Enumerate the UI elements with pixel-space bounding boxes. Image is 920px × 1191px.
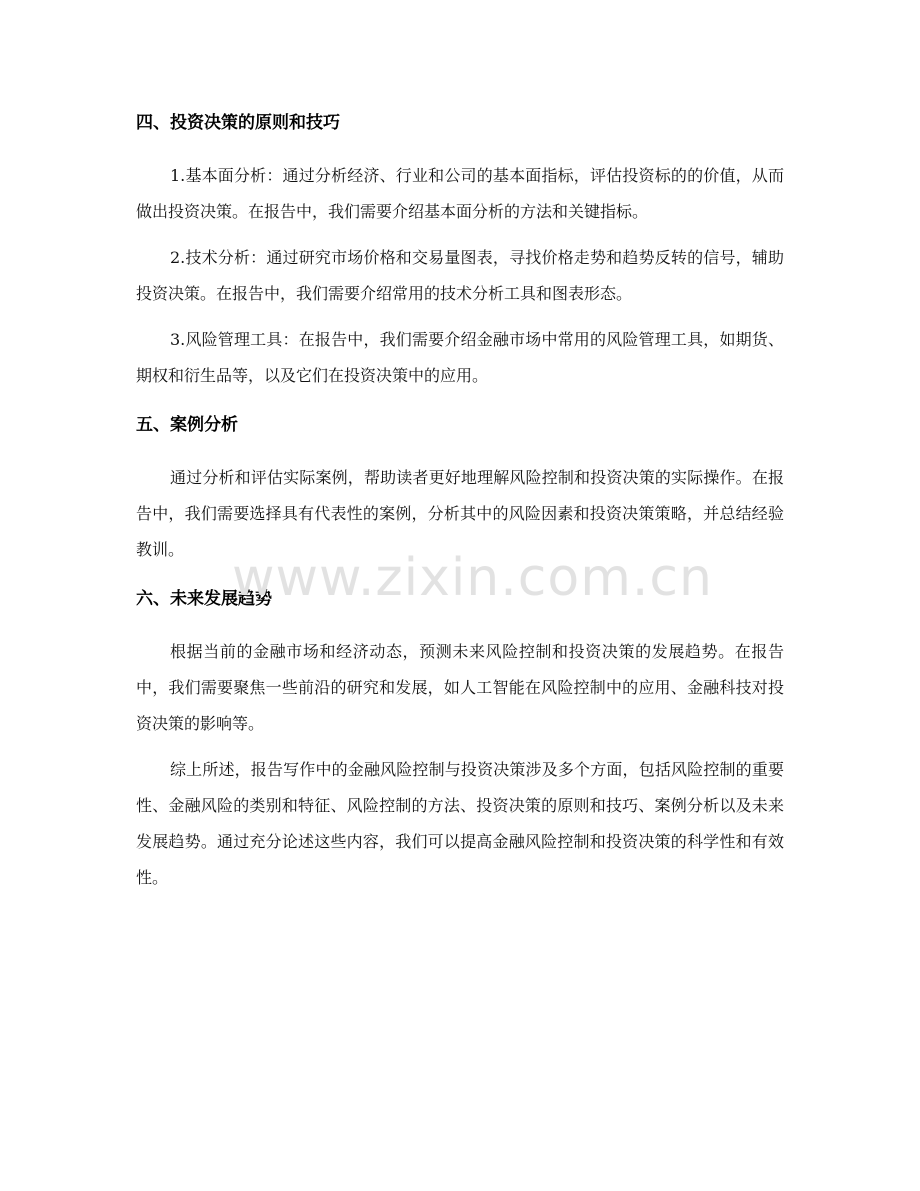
paragraph-risk-tools: 3.风险管理工具：在报告中，我们需要介绍金融市场中常用的风险管理工具，如期货、期权和衍生品等，以及它们在投资决策中的应用。 [136, 330, 784, 385]
watermark: www.zixin.com.cn [232, 548, 713, 608]
section-heading-5: 五、案例分析 [136, 415, 238, 435]
paragraph-future-trends: 根据当前的金融市场和经济动态，预测未来风险控制和投资决策的发展趋势。在报告中，我们需要聚焦一些前沿的研究和发展，如人工智能在风险控制中的应用、金融科技对投资决策的影响等。 [136, 642, 784, 733]
paragraph-technical-analysis: 2.技术分析：通过研究市场价格和交易量图表，寻找价格走势和趋势反转的信号，辅助投资决策。在报告中，我们需要介绍常用的技术分析工具和图表形态。 [136, 248, 784, 303]
section-heading-6: 六、未来发展趋势 [136, 589, 272, 609]
paragraph-conclusion: 综上所述，报告写作中的金融风险控制与投资决策涉及多个方面，包括风险控制的重要性、金融风险的类别和特征、风险控制的方法、投资决策的原则和技巧、案例分析以及未来发展趋势。通过充分论述这些内容，我们可以提高金融风险控制和投资决策的科学性和有效性。 [136, 760, 784, 887]
paragraph-case-analysis: 通过分析和评估实际案例，帮助读者更好地理解风险控制和投资决策的实际操作。在报告中，我们需要选择具有代表性的案例，分析其中的风险因素和投资决策策略，并总结经验教训。 [136, 468, 784, 559]
paragraph-fundamental-analysis: 1.基本面分析：通过分析经济、行业和公司的基本面指标，评估投资标的的价值，从而做出投资决策。在报告中，我们需要介绍基本面分析的方法和关键指标。 [136, 166, 784, 221]
document-body [136, 104, 784, 896]
section-heading-4: 四、投资决策的原则和技巧 [136, 113, 340, 133]
